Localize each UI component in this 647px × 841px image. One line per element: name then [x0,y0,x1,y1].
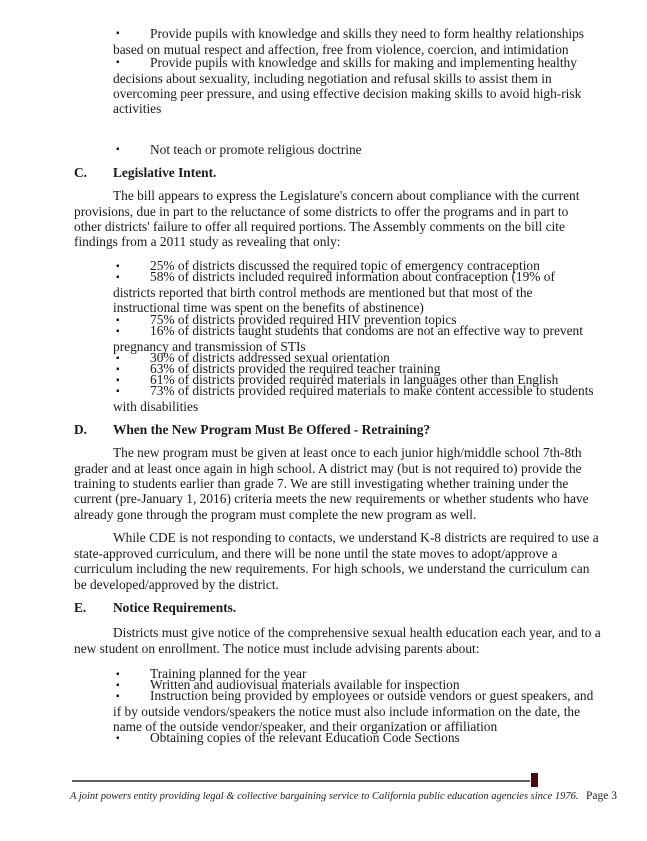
section-d-title: When the New Program Must Be Offered - Retraining? [113,422,431,437]
bullet-text: activities [113,101,162,116]
section-c-letter: C. [74,165,88,180]
section-e-title: Notice Requirements. [113,600,237,615]
paragraph-line: other districts' failure to offer all required portions. The Assembly comments on the bill cite [74,219,565,234]
bullet-marker: ▪ [116,669,120,680]
bullet-text: 30% of districts addressed sexual orientation [150,350,390,365]
paragraph-line: state-approved curriculum, and there will be none until the state moves to adopt/approve a [74,546,558,561]
footer-accent-block [531,773,538,787]
bullet-marker: ▪ [116,364,120,375]
bullet-text: 25% of districts discussed the required topic of emergency contraception [150,258,540,273]
paragraph-line: new student on enrollment. The notice must include advising parents about: [74,641,480,656]
paragraph-line: While CDE is not responding to contacts, we understand K-8 districts are required to use a [113,530,599,545]
bullet-text: instructional time was spent on the benefits of abstinence) [113,300,424,315]
paragraph-line: findings from a 2011 study as revealing that only: [74,234,341,249]
bullet-text: Instruction being provided by employees or outside vendors or guest speakers, and [150,688,594,703]
bullet-text: 16% of districts taught students that condoms are not an effective way to prevent [150,323,583,338]
paragraph-line: training to students earlier than grade 7. We are still investigating whether training under the [74,476,569,491]
section-d-letter: D. [74,422,88,437]
bullet-marker: ▪ [116,680,120,691]
bullet-marker: ▪ [116,326,120,337]
paragraph-line: The bill appears to express the Legislature's concern about compliance with the current [113,188,580,203]
section-e-letter: E. [74,600,87,615]
bullet-text: Obtaining copies of the relevant Education Code Sections [150,730,460,745]
section-c-title: Legislative Intent. [113,165,217,180]
bullet-text: districts reported that birth control methods are mentioned but that most of the [113,285,533,300]
bullet-text: 61% of districts provided required materials in languages other than English [150,372,559,387]
footer-rule [72,780,530,782]
paragraph-line: current (pre-January 1, 2016) criteria meets the new requirements or whether students who have [74,491,589,506]
paragraph-line: be developed/approved by the district. [74,577,279,592]
bullet-marker: ▪ [116,375,120,386]
bullet-text: pregnancy and transmission of STIs [113,339,306,354]
bullet-marker: ▪ [116,144,120,155]
bullet-text: Not teach or promote religious doctrine [150,142,362,157]
bullet-marker: ▪ [116,691,120,702]
bullet-text: 73% of districts provided required materials to make content accessible to students [150,383,594,398]
bullet-text: 75% of districts provided required HIV prevention topics [150,312,457,327]
paragraph-line: grader and at least once again in high school. A district may (but is not required to) provide the [74,461,582,476]
bullet-text: decisions about sexuality, including negotiation and refusal skills to assist them in [113,71,552,86]
bullet-marker: ▪ [116,733,120,744]
bullet-text: 63% of districts provided the required teacher training [150,361,441,376]
bullet-text: Written and audiovisual materials available for inspection [150,677,460,692]
bullet-marker: ▪ [116,386,120,397]
paragraph-line: already gone through the program must complete the new program as well. [74,507,477,522]
bullet-text: Training planned for the year [150,666,307,681]
paragraph-line: Districts must give notice of the comprehensive sexual health education each year, and to a [113,625,601,640]
bullet-marker: ▪ [116,57,120,68]
bullet-text: name of the outside vendor/speaker, and their organization or affiliation [113,719,498,734]
page-number: Page 3 [586,790,617,802]
bullet-marker: ▪ [116,28,120,39]
paragraph-line: provisions, due in part to the reluctance of some districts to offer the programs and in part to [74,204,569,219]
paragraph-line: curriculum including the new requirements. For high schools, we understand the curriculum can [74,561,590,576]
bullet-text: overcoming peer pressure, and using effective decision making skills to avoid high-risk [113,86,582,101]
bullet-marker: ▪ [116,315,120,326]
bullet-text: with disabilities [113,399,199,414]
paragraph-line: The new program must be given at least once to each junior high/middle school 7th-8th [113,445,582,460]
bullet-text: Provide pupils with knowledge and skills for making and implementing healthy [150,55,577,70]
bullet-text: Provide pupils with knowledge and skills they need to form healthy relationships [150,26,585,41]
bullet-text: if by outside vendors/speakers the notice must also include information on the date, the [113,704,581,719]
bullet-text: based on mutual respect and affection, free from violence, coercion, and intimidation [113,42,569,57]
bullet-marker: ▪ [116,272,120,283]
footer-tagline: A joint powers entity providing legal & collective bargaining service to California public education agencies since 1976. [70,791,579,802]
bullet-text: 58% of districts included required information about contraception (19% of [150,269,555,284]
bullet-marker: ▪ [116,353,120,364]
bullet-marker: ▪ [116,261,120,272]
